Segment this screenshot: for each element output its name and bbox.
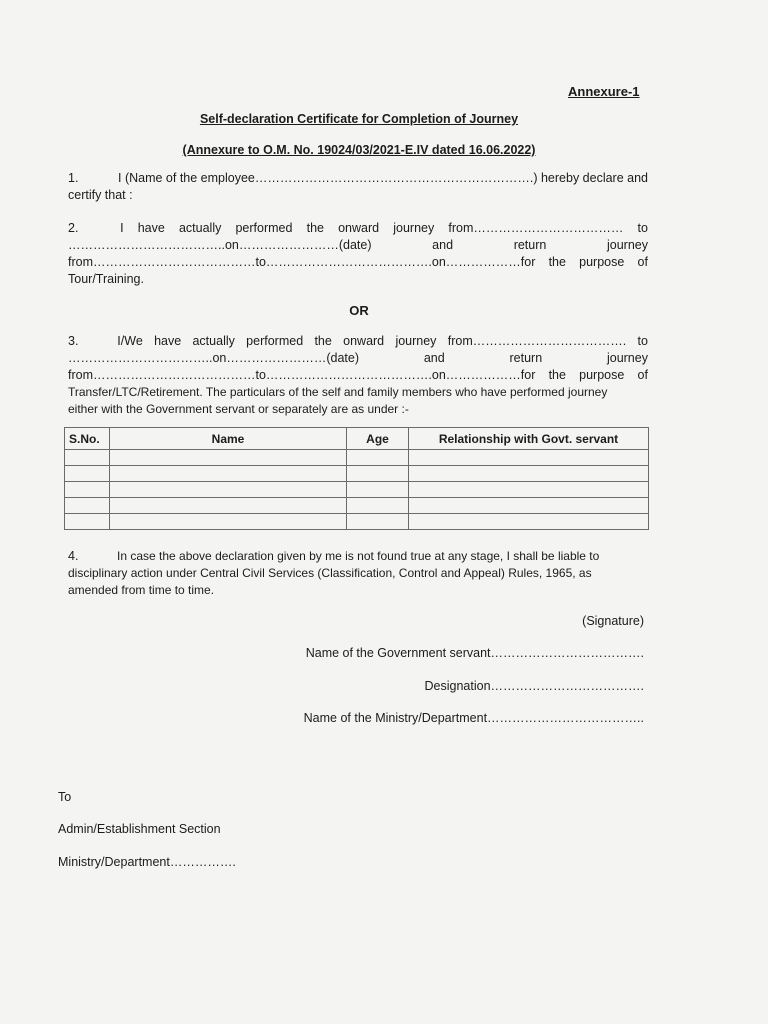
para4-line1: In case the above declaration given by me is not found true at any stage, I shall be liable to	[117, 549, 600, 563]
table-cell[interactable]	[65, 450, 110, 466]
paragraph-4	[68, 548, 648, 599]
para2-line4: Tour/Training.	[68, 272, 144, 286]
table-row	[65, 498, 649, 514]
paragraph-1	[68, 170, 648, 204]
column-header-relationship: Relationship with Govt. servant	[409, 428, 649, 450]
column-header-sno: S.No.	[65, 428, 110, 450]
table-row	[65, 466, 649, 482]
para3-line2: ……………………………..on……………………(date) and return journey	[68, 351, 648, 365]
or-separator: OR	[349, 303, 369, 318]
ministry-department-field[interactable]: Name of the Ministry/Department………………………………..	[303, 711, 644, 725]
table-cell[interactable]	[110, 498, 347, 514]
table-cell[interactable]	[409, 514, 649, 530]
document-subtitle: (Annexure to O.M. No. 19024/03/2021-E.IV dated 16.06.2022)	[182, 143, 536, 157]
para1-line1: I (Name of the employee………………………………………………………….) hereby declare and	[118, 171, 648, 185]
signature-label: (Signature)	[582, 614, 644, 628]
table-cell[interactable]	[347, 498, 409, 514]
table-row	[65, 450, 649, 466]
table-cell[interactable]	[110, 514, 347, 530]
paragraph-3	[68, 333, 648, 418]
para2-line1: 2. I have actually performed the onward journey from……………………………… to	[68, 221, 648, 235]
table-cell[interactable]	[110, 482, 347, 498]
table-cell[interactable]	[110, 450, 347, 466]
table-cell[interactable]	[65, 498, 110, 514]
table-cell[interactable]	[65, 466, 110, 482]
table-row	[65, 482, 649, 498]
family-members-table	[64, 427, 649, 530]
para4-line3: amended from time to time.	[68, 583, 215, 597]
designation-field[interactable]: Designation……………………………….	[424, 679, 644, 693]
paragraph-2	[68, 220, 648, 288]
table-cell[interactable]	[409, 498, 649, 514]
para2-line2: ………………………………..on……………………(date) and return journey	[68, 238, 648, 252]
table-row	[65, 514, 649, 530]
column-header-name: Name	[110, 428, 347, 450]
column-header-age: Age	[347, 428, 409, 450]
paragraph-number: 3.	[68, 334, 79, 348]
table-cell[interactable]	[409, 466, 649, 482]
para3-line5: either with the Government servant or separately are as under :-	[68, 402, 409, 416]
table-cell[interactable]	[347, 466, 409, 482]
table-cell[interactable]	[409, 482, 649, 498]
annexure-label: Annexure-1	[568, 84, 640, 99]
table-cell[interactable]	[65, 482, 110, 498]
para4-line2: disciplinary action under Central Civil Services (Classification, Control and Appeal) Rules, 1965, as	[68, 566, 592, 580]
document-title: Self-declaration Certificate for Completion of Journey	[199, 112, 519, 126]
para3-line4: Transfer/LTC/Retirement. The particulars of the self and family members who have performed journey	[68, 385, 608, 399]
para3-line3: from…………………………………to………………………………….on………………for the purpose of	[68, 368, 648, 382]
para2-line3: from…………………………………to………………………………….on………………for the purpose of	[68, 255, 648, 269]
table-cell[interactable]	[110, 466, 347, 482]
to-label: To	[58, 790, 72, 804]
paragraph-number: 1.	[68, 171, 79, 185]
para1-line2: certify that :	[68, 188, 133, 202]
table-cell[interactable]	[347, 482, 409, 498]
paragraph-number: 4.	[68, 549, 79, 563]
admin-section-label: Admin/Establishment Section	[58, 822, 221, 836]
table-cell[interactable]	[409, 450, 649, 466]
govt-servant-name-field[interactable]: Name of the Government servant……………………………….	[305, 646, 644, 660]
table-cell[interactable]	[347, 514, 409, 530]
table-cell[interactable]	[65, 514, 110, 530]
addressee-ministry-field[interactable]: Ministry/Department…………….	[58, 855, 236, 869]
para3-line1: 3. I/We have actually performed the onward journey from………………………………. to	[68, 334, 648, 348]
table-header-row	[65, 428, 649, 450]
paragraph-number: 2.	[68, 221, 79, 235]
table-cell[interactable]	[347, 450, 409, 466]
